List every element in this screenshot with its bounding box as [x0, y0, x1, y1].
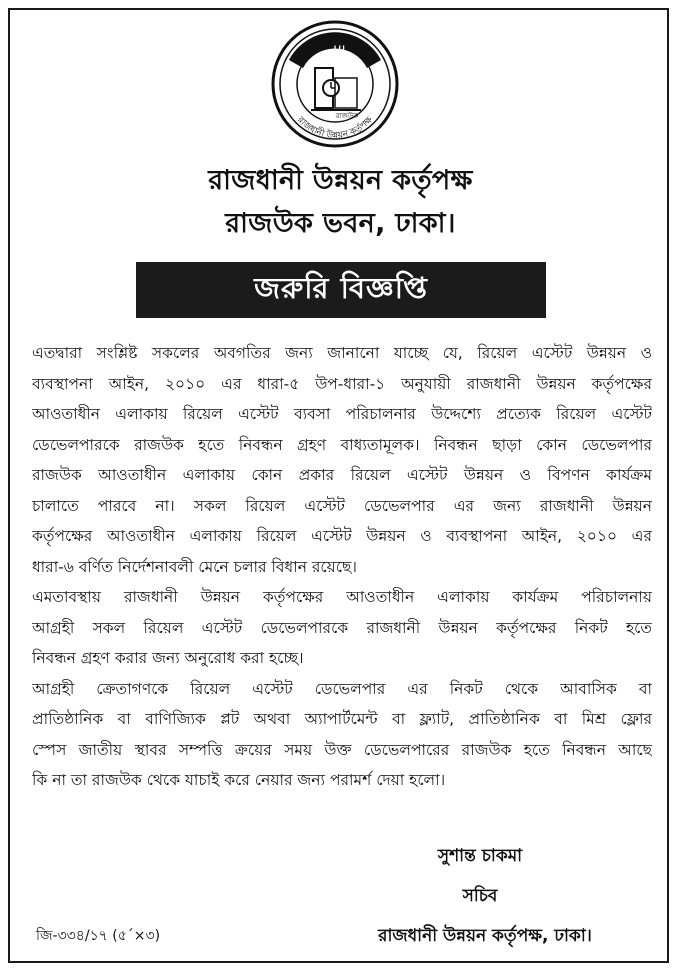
body-line: এতদ্বারা সংশ্লিষ্ট সকলের অবগতির জন্য জানানো যাচ্ছে যে, রিয়েল এস্টেট উন্নয়ন ও: [32, 344, 652, 362]
logo-inner-label: রাজউক: [335, 112, 359, 120]
body-line: রাজউক আওতাধীন এলাকায় কোন প্রকার রিয়েল এস্টেট উন্নয়ন ও বিপণন কার্যক্রম: [32, 466, 652, 484]
rajuk-emblem-icon: [271, 20, 399, 148]
body-line: ধারা-৬ বর্ণিত নির্দেশনাবলী মেনে চলার বিধান রয়েছে।: [32, 557, 357, 576]
logo-ring-text: রাজধানী উন্নয়ন কর্তৃপক্ষ: [295, 115, 375, 142]
body-line: আওতাধীন এলাকায় রিয়েল এস্টেট ব্যবসা পরিচালনার উদ্দেশ্যে প্রত্যেক রিয়েল এস্টেট: [32, 405, 652, 423]
reference-code: জি-৩৩৪/১৭ (৫´×৩): [36, 928, 161, 944]
body-line: ডেভেলপারকে রাজউক হতে নিবন্ধন গ্রহণ বাধ্যতামূলক। নিবন্ধন ছাড়া কোন ডেভেলপার: [32, 435, 652, 454]
signatory-name: সুশান্ত চাকমা: [437, 846, 523, 866]
body-line: স্পেস জাতীয় স্থাবর সম্পত্তি ক্রয়ের সময় উক্ত ডেভেলপারের রাজউক হতে নিবন্ধন আছে: [32, 740, 652, 759]
body-line: আগ্রহী ক্রেতাগণকে রিয়েল এস্টেট ডেভেলপার এর নিকট থেকে আবাসিক বা: [32, 679, 652, 698]
body-line: কি না তা রাজউক থেকে যাচাই করে নেয়ার জন্য পরামর্শ দেয়া হলো।: [32, 771, 446, 789]
body-line: কর্তৃপক্ষের আওতাধীন এলাকায় রিয়েল এস্টেট উন্নয়ন ও ব্যবস্থাপনা আইন, ২০১০ এর: [32, 527, 652, 545]
body-line: এমতাবস্থায় রাজধানী উন্নয়ন কর্তৃপক্ষের আওতাধীন এলাকায় কার্যক্রম পরিচালনায়: [32, 588, 652, 606]
notice-body: [32, 338, 652, 796]
org-name: রাজধানী উন্নয়ন কর্তৃপক্ষ: [208, 165, 473, 196]
body-line: ব্যবস্থাপনা আইন, ২০১০ এর ধারা-৫ উপ-ধারা-১ অনুযায়ী রাজধানী উন্নয়ন কর্তৃপক্ষের: [32, 374, 652, 393]
body-line: চালাতে পারবে না। সকল রিয়েল এস্টেট ডেভেলপার এর জন্য রাজধানী উন্নয়ন: [32, 496, 652, 515]
notice-title-box: [136, 262, 546, 318]
org-address: রাজউক ভবন, ঢাকা।: [225, 208, 456, 239]
arabic-calligraphy: اللہ: [324, 44, 346, 60]
body-line: নিবন্ধন গ্রহণ করার জন্য অনুরোধ করা হচ্ছে।: [32, 649, 304, 667]
notice-title: জরুরি বিজ্ঞপ্তি: [254, 270, 428, 305]
body-line: প্রাতিষ্ঠানিক বা বাণিজ্যিক প্লট অথবা অ্যাপার্টমেন্ট বা ফ্ল্যাট, প্রাতিষ্ঠানিক বা মিশ্র ফ্লোর: [32, 710, 652, 728]
signatory-title: সচিব: [462, 886, 498, 906]
body-line: আগ্রহী সকল রিয়েল এস্টেট ডেভেলপারকে রাজধানী উন্নয়ন কর্তৃপক্ষের নিকট হতে: [32, 618, 652, 637]
signatory-org: রাজধানী উন্নয়ন কর্তৃপক্ষ, ঢাকা।: [378, 926, 592, 946]
